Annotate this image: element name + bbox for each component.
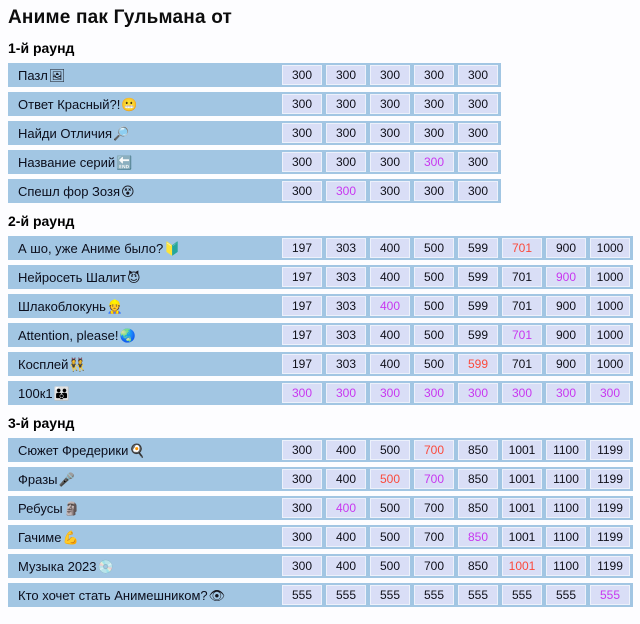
framed-picture-icon: 🖼 xyxy=(48,67,66,83)
question-value-cell[interactable]: 555 xyxy=(326,585,366,605)
theme-row xyxy=(8,121,501,145)
question-value-cell[interactable]: 300 xyxy=(458,152,498,172)
round-table-3 xyxy=(8,438,632,607)
question-value-cell[interactable]: 300 xyxy=(458,65,498,85)
question-value-cell[interactable]: 300 xyxy=(282,498,322,518)
question-value-cell[interactable]: 300 xyxy=(414,383,454,403)
question-value-cell[interactable]: 700 xyxy=(414,469,454,489)
question-value-cell[interactable]: 850 xyxy=(458,527,498,547)
smiling-imp-icon: 😈 xyxy=(126,269,141,285)
question-value-cell[interactable]: 300 xyxy=(370,383,410,403)
question-value-cell[interactable]: 303 xyxy=(326,354,366,374)
question-value-cell[interactable]: 701 xyxy=(502,238,542,258)
question-value-cell[interactable]: 300 xyxy=(282,556,322,576)
question-value-cell[interactable]: 197 xyxy=(282,238,322,258)
theme-name: Кто хочет стать Анимешником? 👁 xyxy=(18,587,226,603)
question-value-cell[interactable]: 701 xyxy=(502,325,542,345)
question-value-cell[interactable]: 500 xyxy=(370,440,410,460)
theme-row xyxy=(8,265,633,289)
round-title-3: 3-й раунд xyxy=(8,415,75,431)
round-table-1 xyxy=(8,63,632,203)
question-value-cell[interactable]: 701 xyxy=(502,267,542,287)
dancers-icon: 👯 xyxy=(69,356,86,372)
theme-row xyxy=(8,352,633,376)
question-value-cell[interactable]: 400 xyxy=(326,469,366,489)
question-value-cell[interactable]: 701 xyxy=(502,296,542,316)
question-value-cell[interactable]: 197 xyxy=(282,325,322,345)
question-value-cell[interactable]: 400 xyxy=(370,267,410,287)
question-value-cell[interactable]: 197 xyxy=(282,296,322,316)
theme-name: Нейросеть Шалит 😈 xyxy=(18,269,141,285)
question-value-cell[interactable]: 400 xyxy=(370,354,410,374)
question-value-cell[interactable]: 300 xyxy=(282,152,322,172)
question-value-cell[interactable]: 300 xyxy=(282,469,322,489)
question-value-cell[interactable]: 303 xyxy=(326,238,366,258)
question-value-cell[interactable]: 500 xyxy=(414,354,454,374)
moai-icon: 🗿 xyxy=(63,500,80,516)
question-value-cell[interactable]: 300 xyxy=(282,527,322,547)
theme-row xyxy=(8,294,633,318)
question-value-cell[interactable]: 300 xyxy=(282,123,322,143)
question-value-cell[interactable]: 1100 xyxy=(546,440,586,460)
question-value-cell[interactable]: 303 xyxy=(326,325,366,345)
theme-name: Найди Отличия 🔎 xyxy=(18,125,130,141)
end-arrow-icon: 🔚 xyxy=(116,154,133,170)
question-value-cell[interactable]: 900 xyxy=(546,354,586,374)
question-value-cell[interactable]: 1000 xyxy=(590,267,630,287)
question-value-cell[interactable]: 400 xyxy=(370,296,410,316)
grimacing-face-icon: 😬 xyxy=(121,96,138,112)
question-value-cell[interactable]: 400 xyxy=(326,498,366,518)
question-value-cell[interactable]: 300 xyxy=(370,181,410,201)
question-value-cell[interactable]: 1199 xyxy=(590,527,630,547)
question-value-cell[interactable]: 400 xyxy=(326,527,366,547)
question-value-cell[interactable]: 400 xyxy=(370,325,410,345)
question-value-cell[interactable]: 700 xyxy=(414,498,454,518)
theme-row xyxy=(8,236,633,260)
question-value-cell[interactable]: 599 xyxy=(458,354,498,374)
question-value-cell[interactable]: 300 xyxy=(546,383,586,403)
question-value-cell[interactable]: 197 xyxy=(282,354,322,374)
question-value-cell[interactable]: 300 xyxy=(458,123,498,143)
theme-row xyxy=(8,150,501,174)
question-value-cell[interactable]: 303 xyxy=(326,296,366,316)
theme-name: Ответ Красный?! 😬 xyxy=(18,96,138,112)
question-value-cell[interactable]: 700 xyxy=(414,440,454,460)
round-title-1: 1-й раунд xyxy=(8,40,75,56)
question-value-cell[interactable]: 500 xyxy=(370,556,410,576)
microphone-icon: 🎤 xyxy=(58,471,75,487)
question-value-cell[interactable]: 599 xyxy=(458,296,498,316)
globe-icon: 🌏 xyxy=(119,327,136,343)
question-value-cell[interactable]: 1100 xyxy=(546,498,586,518)
theme-name: Спешл фор Зозя 😵 xyxy=(18,183,135,199)
question-value-cell[interactable]: 303 xyxy=(326,267,366,287)
theme-name: Гачиме 💪 xyxy=(18,529,79,545)
question-value-cell[interactable]: 1001 xyxy=(502,469,542,489)
question-value-cell[interactable]: 555 xyxy=(414,585,454,605)
question-value-cell[interactable]: 850 xyxy=(458,556,498,576)
question-value-cell[interactable]: 500 xyxy=(370,469,410,489)
theme-row xyxy=(8,496,633,520)
question-value-cell[interactable]: 500 xyxy=(370,498,410,518)
question-value-cell[interactable]: 1000 xyxy=(590,238,630,258)
question-value-cell[interactable]: 850 xyxy=(458,440,498,460)
question-value-cell[interactable]: 300 xyxy=(370,123,410,143)
page-title: Аниме пак Гульмана от xyxy=(8,7,233,28)
frying-pan-icon: 🍳 xyxy=(129,442,146,458)
question-value-cell[interactable]: 300 xyxy=(370,94,410,114)
theme-row xyxy=(8,381,633,405)
question-value-cell[interactable]: 1199 xyxy=(590,498,630,518)
round-table-2 xyxy=(8,236,632,405)
question-value-cell[interactable]: 700 xyxy=(414,556,454,576)
round-title-2: 2-й раунд xyxy=(8,213,75,229)
question-value-cell[interactable]: 300 xyxy=(502,383,542,403)
theme-row xyxy=(8,525,633,549)
question-value-cell[interactable]: 555 xyxy=(546,585,586,605)
question-value-cell[interactable]: 300 xyxy=(282,383,322,403)
rounds xyxy=(8,40,632,607)
question-value-cell[interactable]: 400 xyxy=(326,556,366,576)
eye-icon: 👁 xyxy=(208,587,226,603)
theme-row xyxy=(8,583,633,607)
question-value-cell[interactable]: 701 xyxy=(502,354,542,374)
question-value-cell[interactable]: 300 xyxy=(326,181,366,201)
question-value-cell[interactable]: 300 xyxy=(414,152,454,172)
question-value-cell[interactable]: 300 xyxy=(282,94,322,114)
magnifying-glass-icon: 🔎 xyxy=(113,125,130,141)
beginner-symbol-icon: 🔰 xyxy=(164,240,181,256)
theme-name: Название серий 🔚 xyxy=(18,154,133,170)
question-value-cell[interactable]: 400 xyxy=(370,238,410,258)
theme-row xyxy=(8,179,501,203)
question-value-cell[interactable]: 555 xyxy=(502,585,542,605)
question-value-cell[interactable]: 1199 xyxy=(590,556,630,576)
theme-name: Шлакоблокунь 👷 xyxy=(18,298,124,314)
question-value-cell[interactable]: 300 xyxy=(282,65,322,85)
theme-name: Attention, please! 🌏 xyxy=(18,327,136,343)
theme-row xyxy=(8,554,633,578)
question-value-cell[interactable]: 555 xyxy=(458,585,498,605)
theme-row xyxy=(8,467,633,491)
question-value-cell[interactable]: 850 xyxy=(458,469,498,489)
question-value-cell[interactable]: 1001 xyxy=(502,440,542,460)
question-value-cell[interactable]: 1000 xyxy=(590,325,630,345)
question-value-cell[interactable]: 1199 xyxy=(590,440,630,460)
theme-name: А шо, уже Аниме было? 🔰 xyxy=(18,240,181,256)
question-value-cell[interactable]: 197 xyxy=(282,267,322,287)
question-value-cell[interactable]: 1100 xyxy=(546,556,586,576)
theme-name: 100к1 👪 xyxy=(18,385,70,401)
question-value-cell[interactable]: 1100 xyxy=(546,469,586,489)
question-value-cell[interactable]: 900 xyxy=(546,325,586,345)
theme-name: Сюжет Фредерики 🍳 xyxy=(18,442,146,458)
question-value-cell[interactable]: 599 xyxy=(458,238,498,258)
question-value-cell[interactable]: 500 xyxy=(414,238,454,258)
theme-row xyxy=(8,92,501,116)
optical-disc-icon: 💿 xyxy=(97,558,114,574)
question-value-cell[interactable]: 300 xyxy=(326,123,366,143)
question-value-cell[interactable]: 300 xyxy=(370,65,410,85)
family-icon: 👪 xyxy=(53,385,70,401)
question-value-cell[interactable]: 500 xyxy=(414,296,454,316)
question-value-cell[interactable]: 500 xyxy=(370,527,410,547)
question-value-cell[interactable]: 300 xyxy=(282,181,322,201)
question-value-cell[interactable]: 850 xyxy=(458,498,498,518)
question-value-cell[interactable]: 555 xyxy=(370,585,410,605)
question-value-cell[interactable]: 300 xyxy=(458,383,498,403)
question-value-cell[interactable]: 1000 xyxy=(590,354,630,374)
question-value-cell[interactable]: 300 xyxy=(370,152,410,172)
question-value-cell[interactable]: 500 xyxy=(414,325,454,345)
question-value-cell[interactable]: 300 xyxy=(414,123,454,143)
flexed-biceps-icon: 💪 xyxy=(62,529,79,545)
question-value-cell[interactable]: 1001 xyxy=(502,498,542,518)
question-value-cell[interactable]: 1001 xyxy=(502,556,542,576)
theme-name: Косплей 👯 xyxy=(18,356,86,372)
theme-name: Ребусы 🗿 xyxy=(18,500,80,516)
question-value-cell[interactable]: 900 xyxy=(546,238,586,258)
question-value-cell[interactable]: 1100 xyxy=(546,527,586,547)
question-value-cell[interactable]: 555 xyxy=(282,585,322,605)
construction-worker-icon: 👷 xyxy=(106,298,124,314)
question-value-cell[interactable]: 300 xyxy=(326,152,366,172)
question-value-cell[interactable]: 300 xyxy=(458,181,498,201)
question-value-cell[interactable]: 300 xyxy=(326,65,366,85)
theme-name: Пазл 🖼 xyxy=(18,67,66,83)
question-value-cell[interactable]: 400 xyxy=(326,440,366,460)
question-value-cell[interactable]: 300 xyxy=(326,383,366,403)
question-value-cell[interactable]: 300 xyxy=(414,94,454,114)
question-value-cell[interactable]: 599 xyxy=(458,325,498,345)
question-value-cell[interactable]: 300 xyxy=(282,440,322,460)
theme-row xyxy=(8,323,633,347)
theme-name: Фразы 🎤 xyxy=(18,471,75,487)
question-value-cell[interactable]: 300 xyxy=(414,65,454,85)
question-value-cell[interactable]: 555 xyxy=(590,585,630,605)
theme-row xyxy=(8,63,501,87)
question-value-cell[interactable]: 1199 xyxy=(590,469,630,489)
theme-row xyxy=(8,438,633,462)
question-value-cell[interactable]: 1000 xyxy=(590,296,630,316)
question-value-cell[interactable]: 700 xyxy=(414,527,454,547)
theme-name: Музыка 2023 💿 xyxy=(18,558,114,574)
question-value-cell[interactable]: 300 xyxy=(590,383,630,403)
question-value-cell[interactable]: 300 xyxy=(458,94,498,114)
question-value-cell[interactable]: 1001 xyxy=(502,527,542,547)
question-value-cell[interactable]: 599 xyxy=(458,267,498,287)
question-value-cell[interactable]: 500 xyxy=(414,267,454,287)
question-value-cell[interactable]: 900 xyxy=(546,296,586,316)
dizzy-face-icon: 😵 xyxy=(121,183,135,199)
question-value-cell[interactable]: 300 xyxy=(414,181,454,201)
question-value-cell[interactable]: 900 xyxy=(546,267,586,287)
question-value-cell[interactable]: 300 xyxy=(326,94,366,114)
